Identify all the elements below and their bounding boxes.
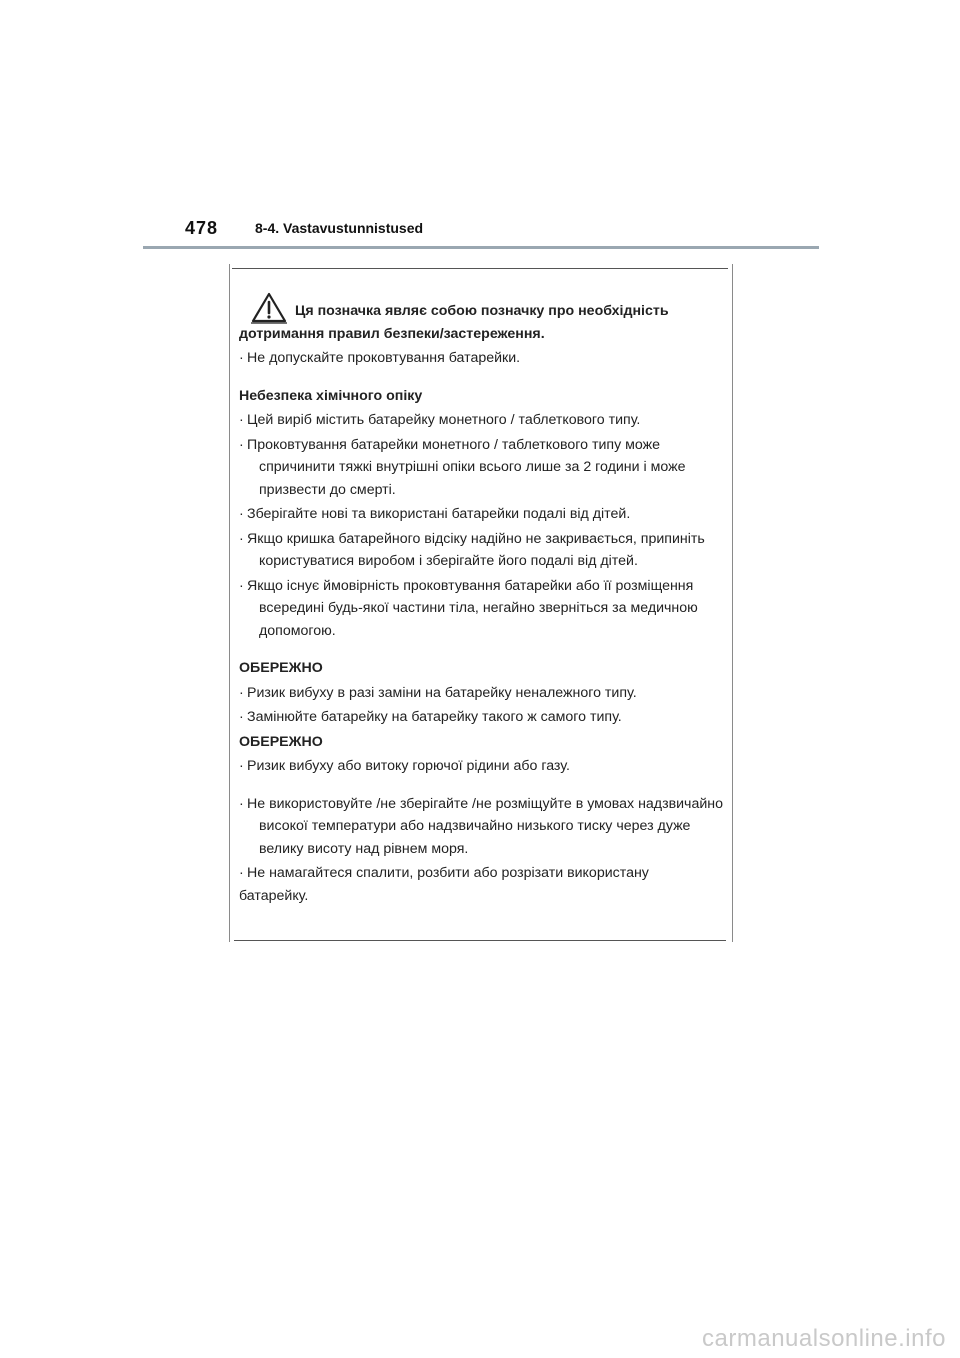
bullet-dot: · [239, 412, 244, 428]
caution-bullet-text: Ризик вибуху або витоку горючої рідини або газу. [247, 758, 570, 774]
last-bullet-lead: Не намагайтеся спалити, розбити або розрізати використану [247, 865, 649, 881]
caution-bullet [239, 755, 725, 778]
chemical-bullet-text: Якщо існує ймовірність проковтування батарейки або її розміщення всередині будь-якої частини тіла, негайно зверніться за медичною допомогою. [247, 577, 698, 639]
page-number: 478 [185, 218, 219, 238]
bullet-dot: · [239, 436, 244, 453]
chemical-bullet-text: Цей виріб містить батарейку монетного / таблеткового типу. [247, 412, 641, 428]
notice-content [239, 300, 725, 907]
warning-intro [239, 300, 725, 345]
chemical-bullet [239, 409, 725, 432]
warning-triangle-icon [251, 292, 287, 324]
caution-bullet [239, 706, 725, 729]
bullet-dot: · [239, 506, 244, 522]
caution-heading-1: ОБЕРЕЖНО [239, 660, 323, 676]
final-bullet [239, 793, 725, 861]
notice-box-top-rule [232, 268, 728, 269]
bullet-dot: · [239, 795, 244, 812]
caution-bullet-text: Ризик вибуху в разі заміни на батарейку неналежного типу. [247, 684, 637, 701]
bullet-dot: · [239, 530, 244, 547]
bullet-dot: · [239, 865, 244, 881]
notice-box-bottom-rule [234, 940, 726, 941]
final-bullet-text: Не використовуйте /не зберігайте /не розміщуйте в умовах надзвичайно високої температури або надзвичайно низького тиску через дуже велику висоту над рівнем моря. [247, 795, 723, 857]
chemical-bullet-text: Проковтування батарейки монетного / таблеткового типу може спричинити тяжкі внутрішні опіки всього лише за 2 години і може призвести до смерті. [247, 436, 686, 498]
watermark: carmanualsonline.info [702, 1325, 946, 1352]
caution-heading-2: ОБЕРЕЖНО [239, 733, 323, 750]
last-bullet [239, 862, 725, 907]
chemical-bullet-text: Якщо кришка батарейного відсіку надійно не закривається, припиніть користуватися виробом і зберігайте його подалі від дітей. [247, 530, 705, 569]
bullet-dot: · [239, 684, 244, 701]
last-bullet-tail: батарейку. [239, 887, 309, 904]
bullet-dot: · [239, 577, 244, 594]
intro-bullet-text: Не допускайте проковтування батарейки. [247, 350, 521, 366]
chemical-bullet-text: Зберігайте нові та використані батарейки подалі від дітей. [247, 506, 631, 522]
bullet-dot: · [239, 350, 244, 366]
chemical-burn-heading: Небезпека хімічного опіку [239, 387, 423, 404]
chemical-bullet [239, 503, 725, 526]
chemical-bullet [239, 434, 725, 502]
caution-bullet-text: Замінюйте батарейку на батарейку такого ж самого типу. [247, 709, 622, 725]
chemical-bullet [239, 528, 725, 573]
intro-bullet [239, 347, 725, 370]
bullet-dot: · [239, 709, 244, 725]
chemical-bullet [239, 575, 725, 643]
page-header [143, 212, 819, 249]
caution-bullet [239, 682, 725, 705]
warning-intro-text: Ця позначка являє собою позначку про необхідність дотримання правил безпеки/застереження. [239, 303, 669, 342]
bullet-dot: · [239, 758, 244, 774]
section-title: 8-4. Vastavustunnistused [255, 220, 424, 236]
